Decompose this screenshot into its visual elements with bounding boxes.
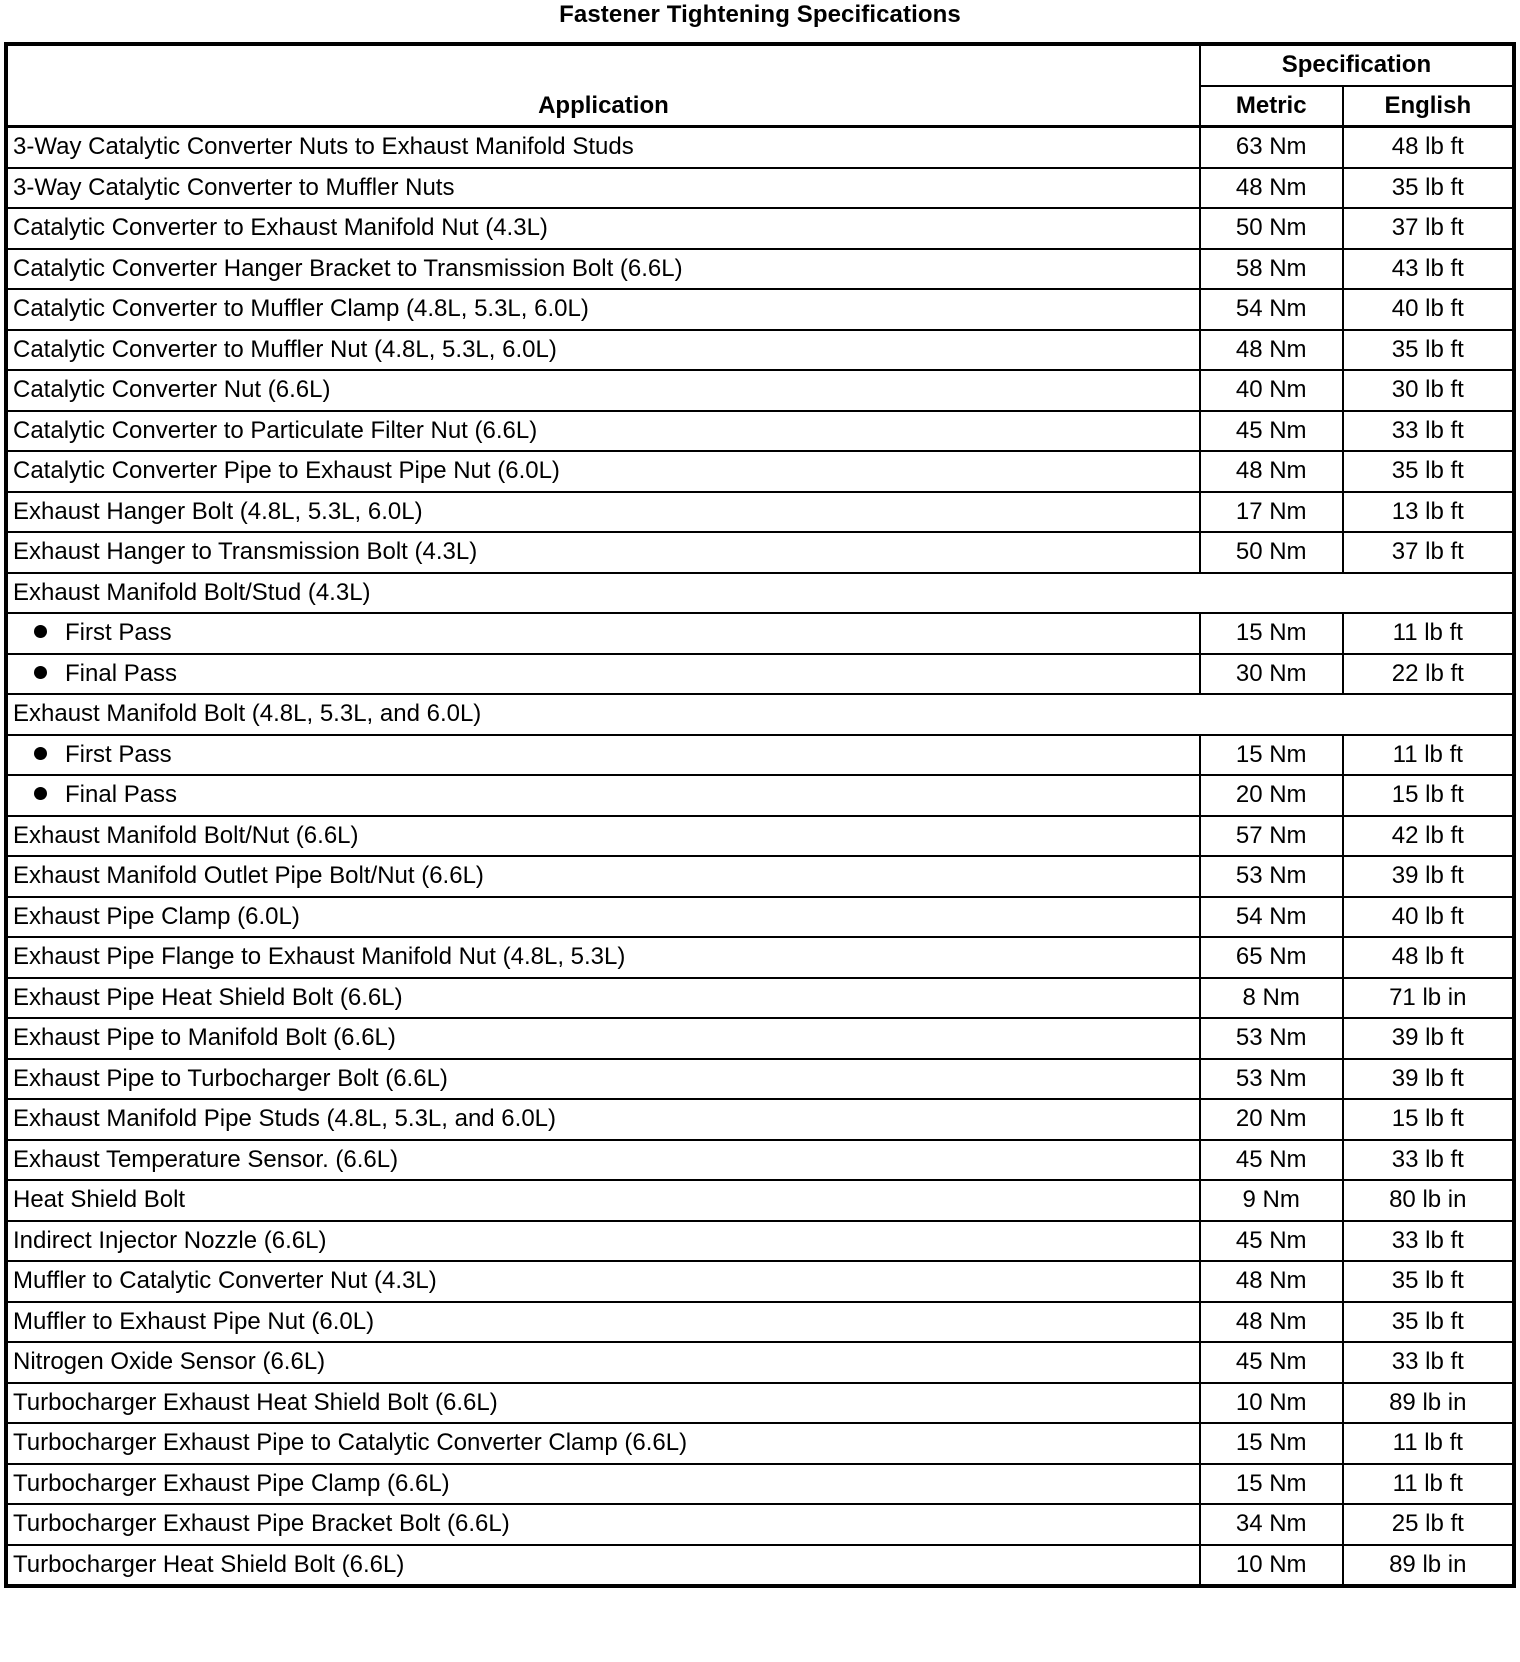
application-label: Turbocharger Exhaust Heat Shield Bolt (6.6L) bbox=[13, 1388, 498, 1416]
application-cell bbox=[7, 1464, 1200, 1505]
application-label: Exhaust Temperature Sensor. (6.6L) bbox=[13, 1145, 399, 1173]
table-row bbox=[7, 370, 1513, 411]
metric-cell: 34 Nm bbox=[1200, 1504, 1343, 1545]
application-cell bbox=[7, 1099, 1200, 1140]
english-header: English bbox=[1343, 86, 1513, 127]
table-row bbox=[7, 1302, 1513, 1343]
application-cell bbox=[7, 1180, 1200, 1221]
metric-cell: 53 Nm bbox=[1200, 1018, 1343, 1059]
application-cell bbox=[7, 370, 1200, 411]
english-cell: 39 lb ft bbox=[1343, 1059, 1513, 1100]
english-cell: 11 lb ft bbox=[1343, 1464, 1513, 1505]
application-cell bbox=[7, 897, 1200, 938]
metric-cell: 48 Nm bbox=[1200, 451, 1343, 492]
english-cell: 43 lb ft bbox=[1343, 249, 1513, 290]
english-cell: 48 lb ft bbox=[1343, 937, 1513, 978]
application-label: Exhaust Pipe Heat Shield Bolt (6.6L) bbox=[13, 983, 403, 1011]
metric-header: Metric bbox=[1200, 86, 1343, 127]
sub-row bbox=[7, 735, 1513, 776]
application-cell bbox=[7, 775, 1200, 816]
english-cell: 37 lb ft bbox=[1343, 208, 1513, 249]
metric-cell: 8 Nm bbox=[1200, 978, 1343, 1019]
sub-row bbox=[7, 654, 1513, 695]
application-cell bbox=[7, 127, 1200, 168]
table-row bbox=[7, 1099, 1513, 1140]
table-row bbox=[7, 1059, 1513, 1100]
application-label: Exhaust Manifold Pipe Studs (4.8L, 5.3L, and 6.0L) bbox=[13, 1105, 557, 1133]
table-body bbox=[7, 127, 1513, 1586]
english-cell: 42 lb ft bbox=[1343, 816, 1513, 857]
english-cell: 35 lb ft bbox=[1343, 330, 1513, 371]
application-cell bbox=[7, 492, 1200, 533]
metric-cell: 45 Nm bbox=[1200, 411, 1343, 452]
application-cell bbox=[7, 330, 1200, 371]
application-cell bbox=[7, 168, 1200, 209]
table-row bbox=[7, 330, 1513, 371]
english-cell: 71 lb in bbox=[1343, 978, 1513, 1019]
metric-cell: 15 Nm bbox=[1200, 613, 1343, 654]
metric-cell: 10 Nm bbox=[1200, 1383, 1343, 1424]
english-cell: 37 lb ft bbox=[1343, 532, 1513, 573]
table-row bbox=[7, 1504, 1513, 1545]
bullet-icon bbox=[34, 625, 47, 638]
english-cell: 33 lb ft bbox=[1343, 1342, 1513, 1383]
application-label: Turbocharger Heat Shield Bolt (6.6L) bbox=[13, 1550, 405, 1578]
application-label: Indirect Injector Nozzle (6.6L) bbox=[13, 1226, 327, 1254]
application-label: Turbocharger Exhaust Pipe to Catalytic Converter Clamp (6.6L) bbox=[13, 1429, 688, 1457]
application-label: First Pass bbox=[65, 619, 172, 647]
table-row bbox=[7, 1261, 1513, 1302]
table-row bbox=[7, 127, 1513, 168]
application-label: Catalytic Converter to Exhaust Manifold Nut (4.3L) bbox=[13, 214, 548, 242]
application-cell bbox=[7, 654, 1200, 695]
table-row bbox=[7, 168, 1513, 209]
application-label: First Pass bbox=[65, 740, 172, 768]
application-label: 3-Way Catalytic Converter to Muffler Nuts bbox=[13, 173, 455, 201]
application-cell bbox=[7, 208, 1200, 249]
table-row bbox=[7, 451, 1513, 492]
table-row bbox=[7, 532, 1513, 573]
english-cell: 89 lb in bbox=[1343, 1545, 1513, 1586]
application-cell bbox=[7, 735, 1200, 776]
application-cell bbox=[7, 1302, 1200, 1343]
table-row bbox=[7, 249, 1513, 290]
metric-cell: 20 Nm bbox=[1200, 775, 1343, 816]
application-label: Exhaust Pipe to Turbocharger Bolt (6.6L) bbox=[13, 1064, 448, 1092]
english-cell: 40 lb ft bbox=[1343, 289, 1513, 330]
english-cell: 80 lb in bbox=[1343, 1180, 1513, 1221]
metric-cell: 45 Nm bbox=[1200, 1140, 1343, 1181]
metric-cell: 58 Nm bbox=[1200, 249, 1343, 290]
table-row bbox=[7, 1464, 1513, 1505]
application-header: Application bbox=[7, 45, 1200, 127]
metric-cell: 48 Nm bbox=[1200, 168, 1343, 209]
application-cell bbox=[7, 532, 1200, 573]
application-cell bbox=[7, 816, 1200, 857]
application-cell bbox=[7, 1018, 1200, 1059]
application-label: Catalytic Converter to Particulate Filter Nut (6.6L) bbox=[13, 416, 538, 444]
application-cell bbox=[7, 613, 1200, 654]
english-cell: 33 lb ft bbox=[1343, 1221, 1513, 1262]
application-label: Catalytic Converter to Muffler Nut (4.8L, 5.3L, 6.0L) bbox=[13, 335, 557, 363]
metric-cell: 48 Nm bbox=[1200, 330, 1343, 371]
metric-cell: 50 Nm bbox=[1200, 208, 1343, 249]
metric-cell: 48 Nm bbox=[1200, 1261, 1343, 1302]
table-row bbox=[7, 1140, 1513, 1181]
application-cell bbox=[7, 694, 1513, 735]
application-label: Muffler to Exhaust Pipe Nut (6.0L) bbox=[13, 1307, 375, 1335]
application-cell bbox=[7, 289, 1200, 330]
metric-cell: 57 Nm bbox=[1200, 816, 1343, 857]
application-cell bbox=[7, 1059, 1200, 1100]
metric-cell: 15 Nm bbox=[1200, 1464, 1343, 1505]
application-cell bbox=[7, 1261, 1200, 1302]
application-label: Muffler to Catalytic Converter Nut (4.3L) bbox=[13, 1267, 437, 1295]
application-cell bbox=[7, 856, 1200, 897]
english-cell: 35 lb ft bbox=[1343, 1302, 1513, 1343]
application-label: Catalytic Converter Nut (6.6L) bbox=[13, 376, 331, 404]
metric-cell: 50 Nm bbox=[1200, 532, 1343, 573]
application-cell bbox=[7, 411, 1200, 452]
table-row bbox=[7, 1383, 1513, 1424]
application-label: Exhaust Pipe Clamp (6.0L) bbox=[13, 902, 300, 930]
bullet-icon bbox=[34, 747, 47, 760]
english-cell: 39 lb ft bbox=[1343, 856, 1513, 897]
english-cell: 33 lb ft bbox=[1343, 1140, 1513, 1181]
table-row bbox=[7, 816, 1513, 857]
application-cell bbox=[7, 937, 1200, 978]
english-cell: 11 lb ft bbox=[1343, 1423, 1513, 1464]
english-cell: 25 lb ft bbox=[1343, 1504, 1513, 1545]
application-label: Exhaust Pipe to Manifold Bolt (6.6L) bbox=[13, 1024, 396, 1052]
application-cell bbox=[7, 1140, 1200, 1181]
table-row bbox=[7, 1342, 1513, 1383]
table-row bbox=[7, 208, 1513, 249]
english-cell: 35 lb ft bbox=[1343, 451, 1513, 492]
metric-cell: 40 Nm bbox=[1200, 370, 1343, 411]
group-row bbox=[7, 694, 1513, 735]
metric-cell: 53 Nm bbox=[1200, 1059, 1343, 1100]
group-row bbox=[7, 573, 1513, 614]
application-cell bbox=[7, 1221, 1200, 1262]
application-cell bbox=[7, 1545, 1200, 1586]
english-cell: 22 lb ft bbox=[1343, 654, 1513, 695]
metric-cell: 9 Nm bbox=[1200, 1180, 1343, 1221]
application-label: Catalytic Converter Pipe to Exhaust Pipe Nut (6.0L) bbox=[13, 457, 560, 485]
application-label: 3-Way Catalytic Converter Nuts to Exhaust Manifold Studs bbox=[13, 133, 634, 161]
spec-table bbox=[6, 44, 1514, 1586]
bullet-icon bbox=[34, 666, 47, 679]
table-row bbox=[7, 937, 1513, 978]
application-label: Exhaust Pipe Flange to Exhaust Manifold Nut (4.8L, 5.3L) bbox=[13, 943, 626, 971]
application-label: Nitrogen Oxide Sensor (6.6L) bbox=[13, 1348, 326, 1376]
metric-cell: 45 Nm bbox=[1200, 1342, 1343, 1383]
table-row bbox=[7, 1018, 1513, 1059]
metric-cell: 20 Nm bbox=[1200, 1099, 1343, 1140]
table-row bbox=[7, 411, 1513, 452]
metric-cell: 53 Nm bbox=[1200, 856, 1343, 897]
english-cell: 11 lb ft bbox=[1343, 613, 1513, 654]
application-label: Catalytic Converter to Muffler Clamp (4.8L, 5.3L, 6.0L) bbox=[13, 295, 589, 323]
metric-cell: 48 Nm bbox=[1200, 1302, 1343, 1343]
table-row bbox=[7, 1180, 1513, 1221]
application-cell bbox=[7, 573, 1513, 614]
application-cell bbox=[7, 249, 1200, 290]
table-row bbox=[7, 978, 1513, 1019]
table-header bbox=[7, 45, 1513, 127]
application-cell bbox=[7, 1342, 1200, 1383]
application-label: Catalytic Converter Hanger Bracket to Transmission Bolt (6.6L) bbox=[13, 254, 683, 282]
table-row bbox=[7, 1221, 1513, 1262]
sub-row bbox=[7, 613, 1513, 654]
metric-cell: 17 Nm bbox=[1200, 492, 1343, 533]
sub-row bbox=[7, 775, 1513, 816]
english-cell: 30 lb ft bbox=[1343, 370, 1513, 411]
application-label: Turbocharger Exhaust Pipe Clamp (6.6L) bbox=[13, 1469, 450, 1497]
metric-cell: 65 Nm bbox=[1200, 937, 1343, 978]
application-label: Exhaust Manifold Bolt/Stud (4.3L) bbox=[13, 578, 371, 606]
english-cell: 11 lb ft bbox=[1343, 735, 1513, 776]
application-label: Heat Shield Bolt bbox=[13, 1186, 186, 1214]
application-label: Final Pass bbox=[65, 659, 178, 687]
english-cell: 35 lb ft bbox=[1343, 1261, 1513, 1302]
metric-cell: 63 Nm bbox=[1200, 127, 1343, 168]
english-cell: 13 lb ft bbox=[1343, 492, 1513, 533]
table-row bbox=[7, 1423, 1513, 1464]
metric-cell: 45 Nm bbox=[1200, 1221, 1343, 1262]
application-cell bbox=[7, 1504, 1200, 1545]
bullet-icon bbox=[34, 787, 47, 800]
english-cell: 39 lb ft bbox=[1343, 1018, 1513, 1059]
application-label: Exhaust Hanger Bolt (4.8L, 5.3L, 6.0L) bbox=[13, 497, 423, 525]
metric-cell: 30 Nm bbox=[1200, 654, 1343, 695]
application-label: Exhaust Manifold Bolt/Nut (6.6L) bbox=[13, 821, 359, 849]
page-title: Fastener Tightening Specifications bbox=[559, 1, 961, 28]
english-cell: 35 lb ft bbox=[1343, 168, 1513, 209]
metric-cell: 15 Nm bbox=[1200, 1423, 1343, 1464]
application-label: Turbocharger Exhaust Pipe Bracket Bolt (6.6L) bbox=[13, 1510, 510, 1538]
application-cell bbox=[7, 978, 1200, 1019]
application-cell bbox=[7, 1423, 1200, 1464]
english-cell: 48 lb ft bbox=[1343, 127, 1513, 168]
application-label: Exhaust Manifold Outlet Pipe Bolt/Nut (6.6L) bbox=[13, 862, 484, 890]
metric-cell: 54 Nm bbox=[1200, 289, 1343, 330]
english-cell: 15 lb ft bbox=[1343, 1099, 1513, 1140]
metric-cell: 15 Nm bbox=[1200, 735, 1343, 776]
application-label: Exhaust Manifold Bolt (4.8L, 5.3L, and 6.0L) bbox=[13, 700, 482, 728]
table-row bbox=[7, 1545, 1513, 1586]
table-row bbox=[7, 289, 1513, 330]
specification-header: Specification bbox=[1200, 45, 1513, 86]
english-cell: 40 lb ft bbox=[1343, 897, 1513, 938]
metric-cell: 10 Nm bbox=[1200, 1545, 1343, 1586]
application-label: Exhaust Hanger to Transmission Bolt (4.3L) bbox=[13, 538, 478, 566]
english-cell: 89 lb in bbox=[1343, 1383, 1513, 1424]
application-label: Final Pass bbox=[65, 781, 178, 809]
application-cell bbox=[7, 1383, 1200, 1424]
english-cell: 33 lb ft bbox=[1343, 411, 1513, 452]
metric-cell: 54 Nm bbox=[1200, 897, 1343, 938]
application-cell bbox=[7, 451, 1200, 492]
table-row bbox=[7, 856, 1513, 897]
table-row bbox=[7, 492, 1513, 533]
english-cell: 15 lb ft bbox=[1343, 775, 1513, 816]
table-row bbox=[7, 897, 1513, 938]
